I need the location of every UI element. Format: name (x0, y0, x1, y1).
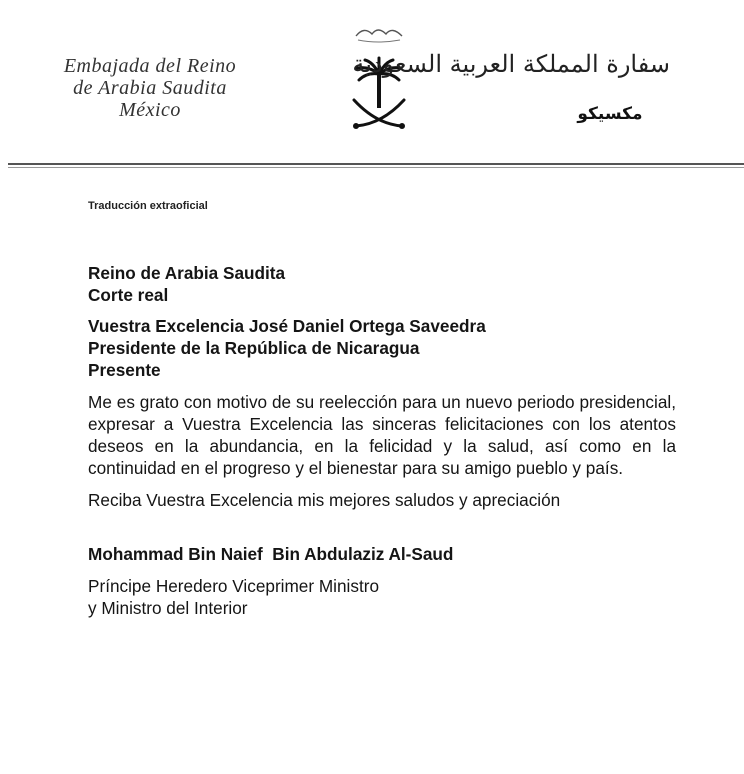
translation-note: Traducción extraoficial (88, 200, 208, 212)
embassy-city-arabic: مكسيكو (577, 104, 643, 124)
header-divider-thin (8, 167, 744, 168)
signatory-title: Príncipe Heredero Viceprimer Ministro (88, 576, 380, 596)
letter-body (88, 262, 676, 619)
recipient-title: Presidente de la República de Nicaragua (88, 338, 420, 358)
embassy-name-spanish: Embajada del Reino de Arabia Saudita México (63, 55, 237, 121)
saudi-emblem-icon (344, 22, 414, 142)
signatory-title: y Ministro del Interior (88, 598, 248, 618)
signatory-name: Mohammad Bin Naief Bin Abdulaziz Al-Saud (88, 544, 454, 564)
sender-line: Reino de Arabia Saudita (88, 263, 286, 283)
recipient-presente: Presente (88, 360, 161, 380)
header-divider (8, 163, 744, 165)
closing-line: Reciba Vuestra Excelencia mis mejores saludos y apreciación (88, 490, 561, 510)
letterhead (0, 0, 744, 170)
sender-line: Corte real (88, 285, 169, 305)
embassy-name-arabic: سفارة المملكة العربية السعودية (352, 50, 670, 78)
recipient-name: Vuestra Excelencia José Daniel Ortega Saveedra (88, 316, 486, 336)
body-paragraph: Me es grato con motivo de su reelección para un nuevo periodo presidencial, expresar a Vuestra Excelencia las sinceras felicitaciones con los atentos deseos en la abundancia, en la felicidad y la salud, así como en la continuidad en el progreso y el bienestar para su amigo pueblo y país. (88, 392, 676, 478)
